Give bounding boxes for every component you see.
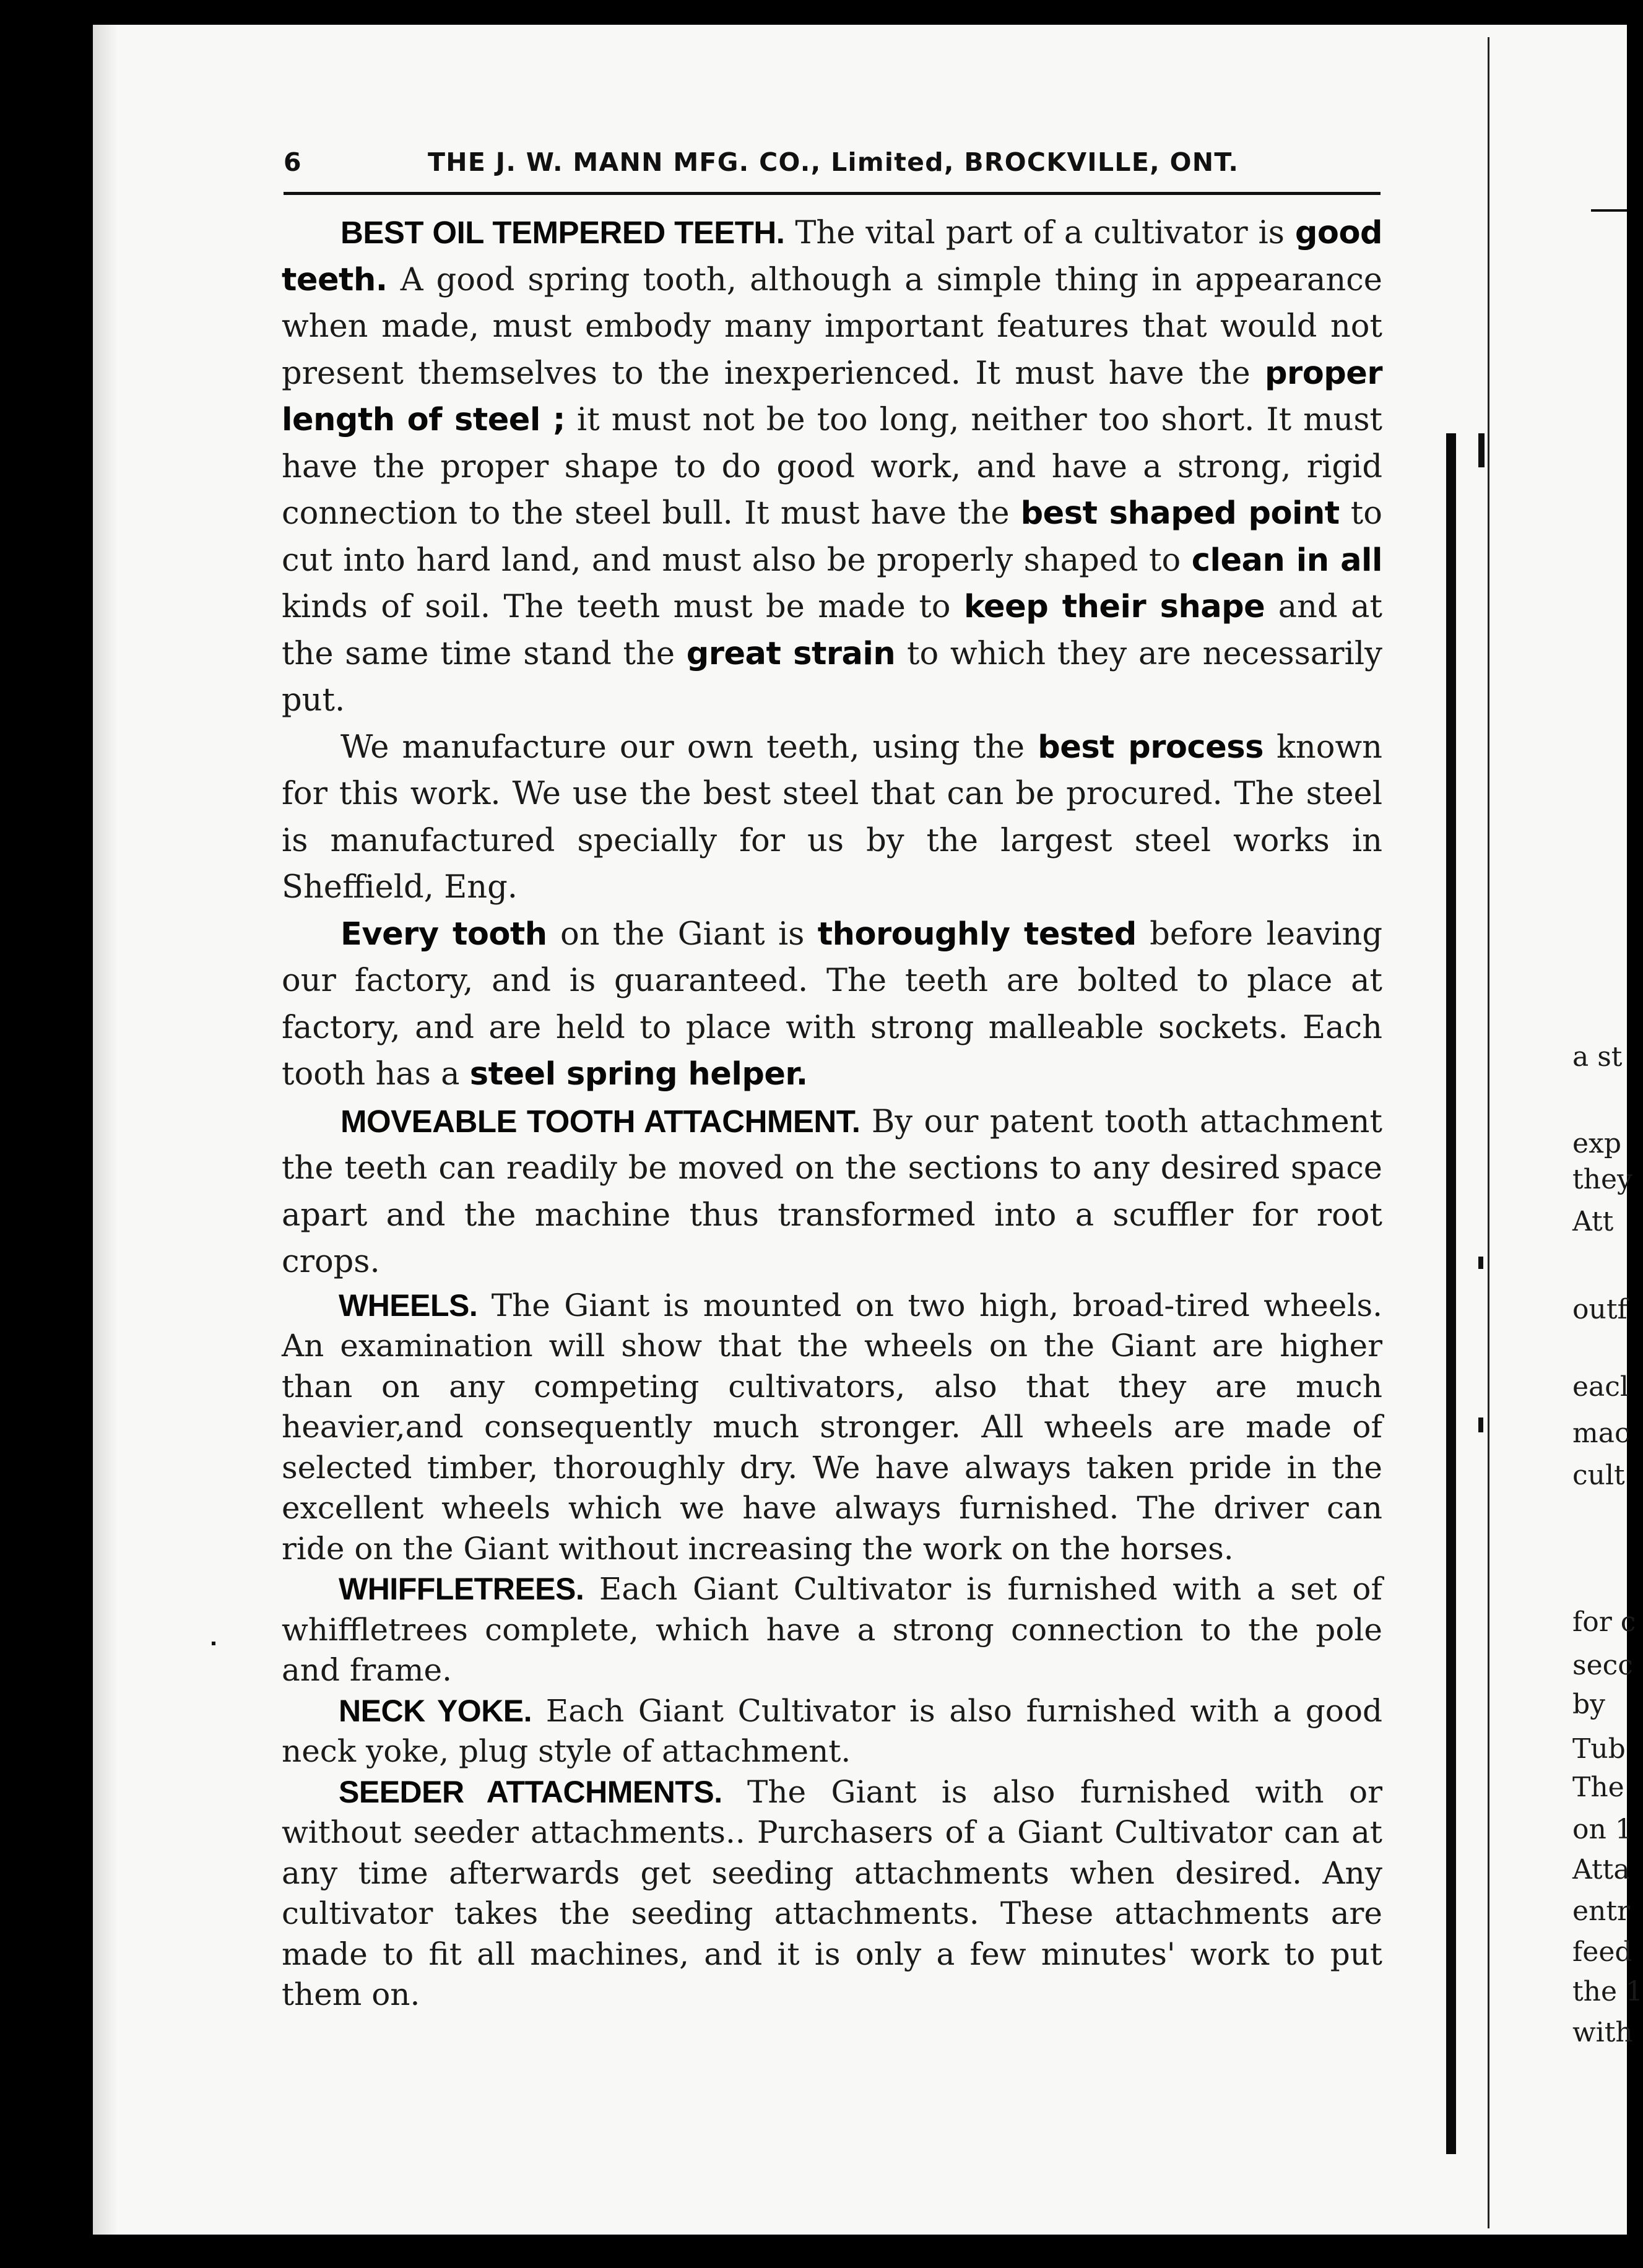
body-run: We manufacture our own teeth, using the (340, 729, 1038, 766)
paragraph-moveable-tooth (282, 1098, 1382, 1286)
section-heading: WHIFFLETREES. (339, 1572, 584, 1606)
right-page-fragment: on 1 (1572, 1814, 1632, 1845)
paragraph-whiffletrees (282, 1569, 1382, 1691)
paragraph-manufacture (282, 724, 1382, 911)
body-run: The Giant is also furnished with or without seeder attachments.. Purchasers of a Giant Cultivator can at any time afterwards get seeding attachments when desired. Any cultivator takes the seeding attachments. These attachments are made to fit all machines, and it is only a few minutes' work to put them on. (282, 1773, 1382, 2012)
body-run: on the Giant is (547, 915, 818, 953)
emphasis-text: clean in all (1191, 542, 1382, 579)
body-run: before leaving our factory, and is guaranteed. The teeth are bolted to place at factory, and are held to place with strong malleable sockets. Each tooth has a (282, 915, 1382, 1093)
section-heading: NECK YOKE. (339, 1693, 532, 1728)
body-text (282, 209, 1382, 2015)
section-heading: SEEDER ATTACHMENTS. (339, 1774, 722, 1809)
page-speck (212, 1642, 215, 1645)
right-page-fragment: with (1572, 2017, 1633, 2048)
body-run: and at the same time stand the (282, 589, 1382, 672)
emphasis-text: proper length of steel ; (282, 355, 1382, 438)
emphasis-text: keep their shape (963, 589, 1265, 625)
paragraph-teeth (282, 209, 1382, 724)
body-run: Each Giant Cultivator is furnished with a set of whiffletrees complete, which have a strong connection to the pole and frame. (282, 1571, 1382, 1688)
section-heading: WHEELS. (339, 1288, 478, 1323)
right-page-fragment: Atta (1572, 1854, 1630, 1885)
right-page-fragment: for c (1572, 1606, 1636, 1638)
paragraph-seeder (282, 1772, 1382, 2015)
running-header (284, 147, 1381, 191)
right-page-fragment: they (1572, 1164, 1632, 1195)
body-run: By our patent tooth attachment the teeth can readily be moved on the sections to any desired space apart and the machine thus transformed into a scuffler for root crops. (282, 1103, 1383, 1280)
emphasis-text: good teeth. (282, 215, 1382, 298)
page-speck (1591, 209, 1627, 212)
body-run: The Giant is mounted on two high, broad-tired wheels. An examination will show that the wheels on the Giant are higher than on any competing cultivators, also that they are much heavier,and consequently much stronger. All wheels are made of selected timber, thoroughly dry. We have always taken pride in the excellent wheels which we have always furnished. The driver can ride on the Giant without increasing the work on the horses. (282, 1287, 1382, 1567)
emphasis-text: Every tooth (340, 915, 547, 953)
page-speck (1478, 1257, 1483, 1269)
body-run: known for this work. We use the best steel that can be procured. The steel is manufactured specially for us by the largest steel works in Sheffield, Eng. (282, 729, 1382, 906)
page-number: 6 (284, 147, 301, 177)
right-page-fragment: feed (1572, 1936, 1632, 1968)
body-run: kinds of soil. The teeth must be made to (282, 589, 964, 625)
right-page-fragment: the 1 (1572, 1976, 1643, 2007)
emphasis-text: best process (1038, 729, 1264, 766)
section-heading: BEST OIL TEMPERED TEETH. (340, 215, 785, 250)
page-speck (1478, 1418, 1483, 1432)
right-page-fragment: Tub (1572, 1733, 1626, 1765)
emphasis-text: thoroughly tested (817, 915, 1137, 953)
right-page-fragment: Att (1572, 1206, 1614, 1237)
gutter-binding-line (1446, 433, 1456, 2154)
right-page-fragment: mac (1572, 1418, 1630, 1449)
paragraph-wheels (282, 1286, 1382, 1570)
running-title: THE J. W. MANN MFG. CO., Limited, BROCKVILLE, ONT. (428, 147, 1239, 177)
section-heading: MOVEABLE TOOTH ATTACHMENT. (340, 1103, 861, 1139)
gutter-edge-line (1488, 37, 1489, 2228)
paragraph-neck-yoke (282, 1691, 1382, 1772)
emphasis-text: best shaped point (1020, 495, 1340, 532)
emphasis-text: steel spring helper. (469, 1056, 808, 1093)
page-edge-shadow (93, 25, 118, 2235)
right-page-fragment: outf (1572, 1294, 1628, 1325)
body-run: The vital part of a cultivator is (784, 215, 1295, 251)
right-page-fragment: The (1572, 1772, 1624, 1803)
right-page-fragment: exp (1572, 1128, 1622, 1159)
page-speck (1478, 433, 1485, 467)
right-page-fragment: eacl (1572, 1371, 1629, 1403)
right-page-fragment: entr (1572, 1895, 1631, 1927)
body-run: to which they are necessarily put. (282, 635, 1382, 719)
body-run: to cut into hard land, and must also be properly shaped to (282, 495, 1382, 579)
right-page-fragment: a st (1572, 1041, 1623, 1073)
paragraph-testing (282, 911, 1382, 1098)
right-page-fragment: secc (1572, 1650, 1633, 1681)
right-page-fragment: by (1572, 1689, 1606, 1720)
right-page-fragment: cult (1572, 1460, 1625, 1491)
emphasis-text: great strain (686, 635, 896, 672)
body-run: it must not be too long, neither too short. It must have the proper shape to do good work, and have a strong, rigid connection to the steel bull. It must have the (282, 402, 1382, 532)
body-run: A good spring tooth, although a simple thing in appearance when made, must embody many important features that would not present themselves to the inexperienced. It must have the (282, 261, 1382, 392)
body-run: Each Giant Cultivator is also furnished with a good neck yoke, plug style of attachment. (282, 1692, 1382, 1769)
header-rule (284, 192, 1381, 195)
